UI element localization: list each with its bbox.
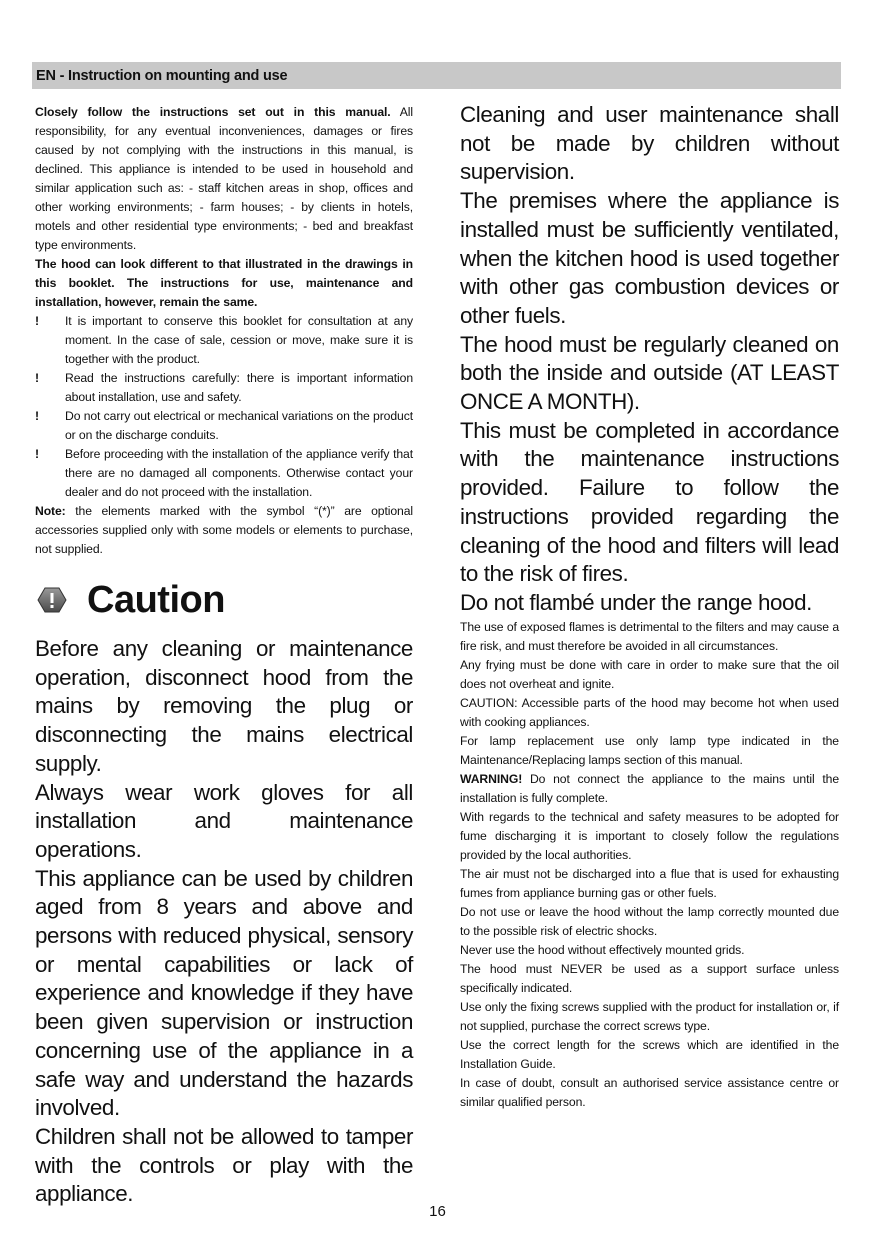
bullet-text: Do not carry out electrical or mechanical variations on the product or on the discharge conduits. <box>65 409 413 442</box>
safety-paragraph: The premises where the appliance is installed must be sufficiently ventilated, when the kitchen hood is used together with other gas combustion devices or other fuels. <box>460 188 839 328</box>
note-text: the elements marked with the symbol “(*)” are optional accessories supplied only with some models or elements to purchase, not supplied. <box>35 504 413 556</box>
exclamation-icon: ! <box>35 409 39 423</box>
safety-note: With regards to the technical and safety measures to be adopted for fume discharging it is important to closely follow the regulations provided by the local authorities. <box>460 809 839 862</box>
bullet-text: It is important to conserve this booklet for consultation at any moment. In the case of sale, cession or move, make sure it is together with the product. <box>65 314 413 366</box>
section-header-bar <box>32 62 841 89</box>
warning-icon <box>35 585 69 615</box>
intro-bold: Closely follow the instructions set out in this manual. <box>35 105 391 119</box>
safety-note: Use only the fixing screws supplied with the product for installation or, if not supplied, purchase the correct screws type. <box>460 999 839 1033</box>
hood-note-text: The hood can look different to that illustrated in the drawings in this booklet. The instructions for use, maintenance and installation, however, remain the same. <box>35 257 413 309</box>
caution-heading <box>35 575 413 625</box>
safety-paragraph: The hood must be regularly cleaned on both the inside and outside (AT LEAST ONCE A MONTH). <box>460 331 839 415</box>
note-paragraph <box>35 502 413 559</box>
exclamation-icon: ! <box>35 371 39 385</box>
warning-text: Do not connect the appliance to the mains until the installation is fully complete. <box>460 771 839 805</box>
page-number: 16 <box>429 1203 446 1220</box>
safety-note: In case of doubt, consult an authorised service assistance centre or similar qualified person. <box>460 1075 839 1109</box>
caution-paragraph: This appliance can be used by children aged from 8 years and above and persons with reduced physical, sensory or mental capabilities or lack of experience and knowledge if they have been given supervision or instruction concerning use of the appliance in a safe way and understand the hazards involved. <box>35 865 413 1121</box>
warning-label: WARNING! <box>460 771 523 786</box>
caution-paragraph: Always wear work gloves for all installation and maintenance operations. <box>35 779 413 862</box>
caution-paragraph: Children shall not be allowed to tamper with the controls or play with the appliance. <box>35 1123 413 1207</box>
safety-paragraph: Cleaning and user maintenance shall not be made by children without supervision. <box>460 102 839 185</box>
safety-note: The hood must NEVER be used as a support surface unless specifically indicated. <box>460 961 839 995</box>
intro-paragraph <box>35 103 413 255</box>
safety-note: For lamp replacement use only lamp type indicated in the Maintenance/Replacing lamps section of this manual. <box>460 733 839 767</box>
bullet-text: Read the instructions carefully: there is important information about installation, use and safety. <box>65 371 413 404</box>
hood-note <box>35 255 413 312</box>
bullet-text: Before proceeding with the installation of the appliance verify that there are no damaged all components. Otherwise contact your dealer and do not proceed with the installation. <box>65 447 413 499</box>
safety-note: Never use the hood without effectively mounted grids. <box>460 942 745 957</box>
bullet-item <box>35 445 413 502</box>
warning-paragraph <box>460 770 839 808</box>
safety-note: CAUTION: Accessible parts of the hood may become hot when used with cooking appliances. <box>460 695 839 729</box>
bullet-item <box>35 369 413 407</box>
intro-text: All responsibility, for any eventual inconveniences, damages or fires caused by not complying with the instructions in this manual, is declined. This appliance is intended to be used in household and similar application such as: - staff kitchen areas in shop, offices and other working environments; - farm houses; - by clients in hotels, motels and other residential type environments; - bed and breakfast type environments. <box>35 105 413 252</box>
caution-title: Caution <box>87 578 225 621</box>
safety-note: The use of exposed flames is detrimental to the filters and may cause a fire risk, and must therefore be avoided in all circumstances. <box>460 619 839 653</box>
safety-paragraph: This must be completed in accordance with the maintenance instructions provided. Failure to follow the instructions provided regarding the cleaning of the hood and filters will lead to the risk of fires. <box>460 417 839 587</box>
safety-note: The air must not be discharged into a flue that is used for exhausting fumes from appliance burning gas or other fuels. <box>460 866 839 900</box>
bullet-item <box>35 312 413 369</box>
bullet-item <box>35 407 413 445</box>
section-title: EN - Instruction on mounting and use <box>36 68 288 84</box>
note-label: Note: <box>35 504 66 518</box>
caution-paragraph: Before any cleaning or maintenance operation, disconnect hood from the mains by removing the plug or disconnecting the mains electrical supply. <box>35 636 413 776</box>
left-column <box>35 103 413 1209</box>
safety-note: Do not use or leave the hood without the lamp correctly mounted due to the possible risk of electric shocks. <box>460 904 839 938</box>
instruction-bullets <box>35 312 413 502</box>
safety-note: Any frying must be done with care in order to make sure that the oil does not overheat and ignite. <box>460 657 839 691</box>
right-column <box>460 101 839 1112</box>
exclamation-icon: ! <box>35 447 39 461</box>
exclamation-icon: ! <box>35 314 39 328</box>
safety-paragraph: Do not flambé under the range hood. <box>460 589 812 615</box>
safety-note: Use the correct length for the screws which are identified in the Installation Guide. <box>460 1037 839 1071</box>
